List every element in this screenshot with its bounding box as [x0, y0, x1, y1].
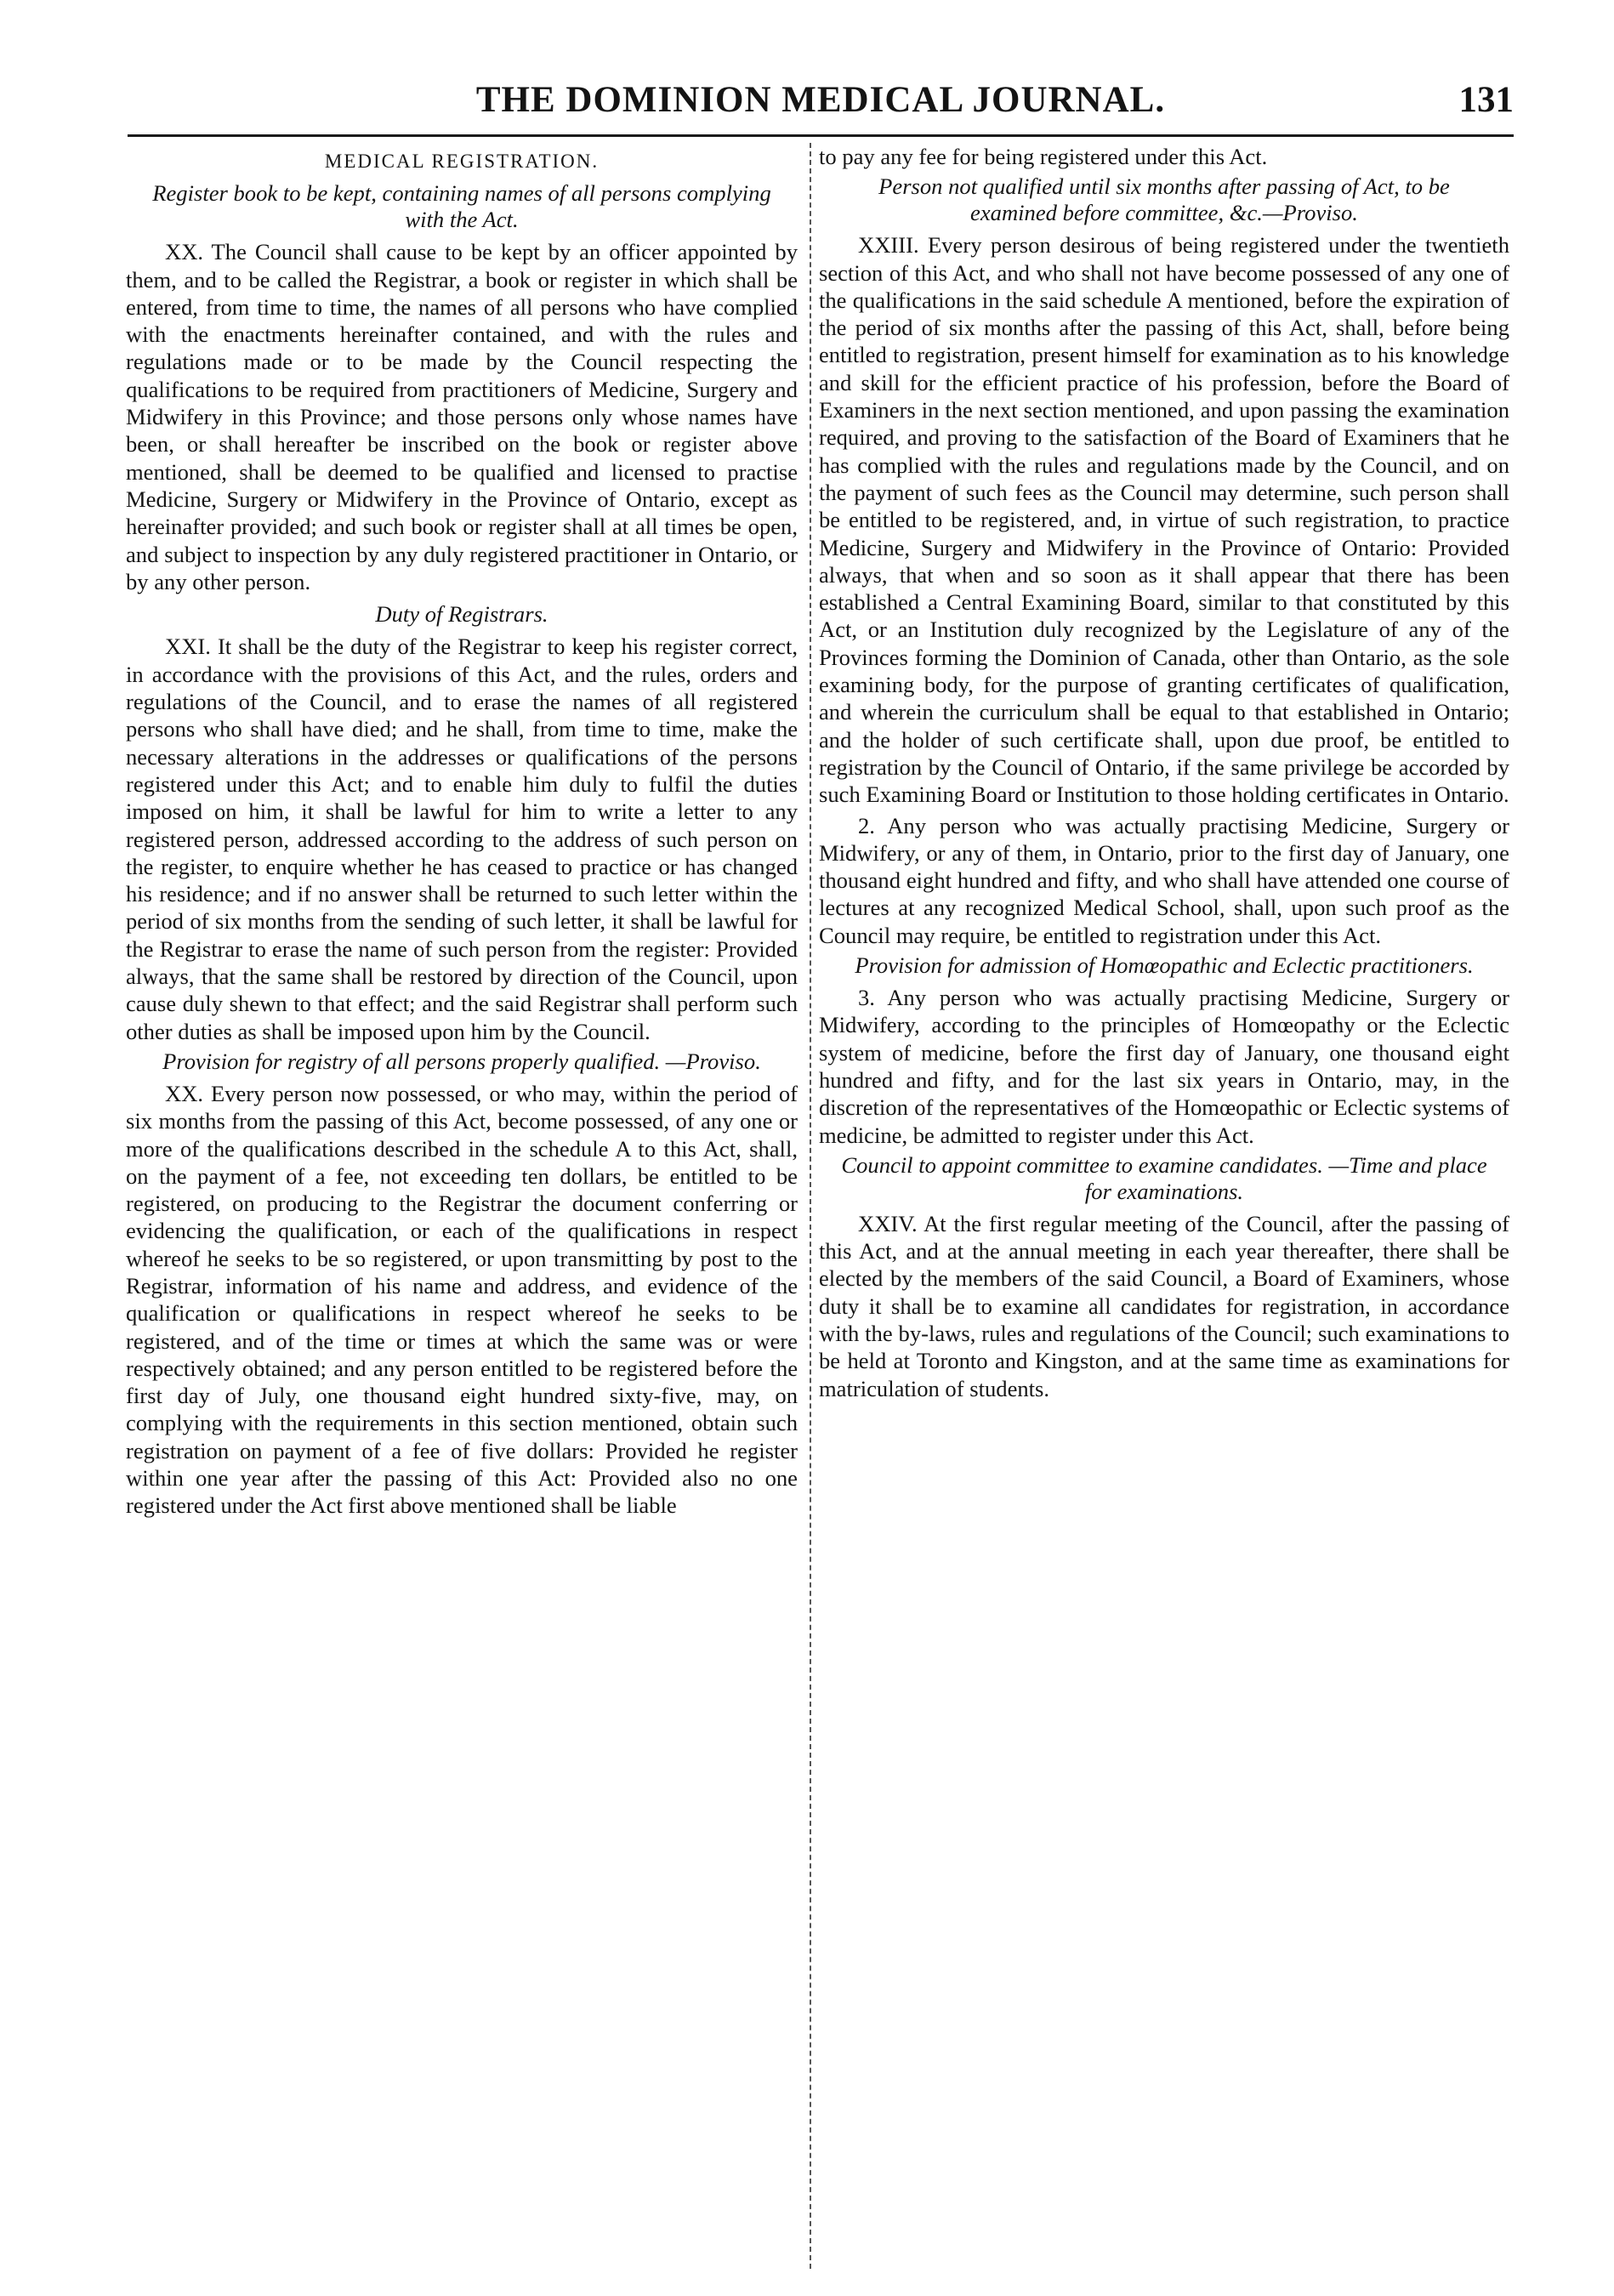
section-xxiv-paragraph: XXIV. At the first regular meeting of the Council, after the passing of this Act, and at the annual meeting in each year thereafter, there shall be elected by the members of the said Council, a Board of Examiners, whose duty it shall be to examine all candidates for registration, in accordance with the by-laws, rules and regulations of the Council; such examinations to be held at Toronto and Kingston, and at the same time as examinations for matriculation of students.	[819, 1210, 1509, 1401]
right-column	[819, 143, 1509, 2269]
left-column	[126, 143, 798, 2269]
page-header	[128, 78, 1514, 131]
section-xx-second-paragraph: XX. Every person now possessed, or who may, within the period of six months from the passing of this Act, become possessed, of any one or more of the qualifications described in the schedule A to this Act, shall, on the payment of a fee, not exceeding ten dollars, be entitled to be registered, on producing to the Registrar the document conferring or evidencing the qualification, or each of the qualifications in respect whereof he seeks to be so registered, or upon transmitting by post to the Registrar, information of his name and address, and evidence of the qualification or qualifications in respect whereof he seeks to be registered, and of the time or times at which the same was or were respectively obtained; and any person entitled to be registered before the first day of July, one thousand eight hundred sixty-five, may, on complying with the requirements in this section mentioned, obtain such registration on payment of a fee of five dollars: Provided he register within one year after the passing of this Act: Provided also no one registered under the Act first above mentioned shall be liable	[126, 1080, 798, 1519]
subsection-2-paragraph: 2. Any person who was actually practising Medicine, Surgery or Midwifery, or any of them, in Ontario, prior to the first day of January, one thousand eight hundred and fifty, and who shall have attended one course of lectures at any recognized Medical School, shall, upon such proof as the Council may require, be entitled to registration under this Act.	[819, 812, 1509, 948]
marginal-note-register-book: Register book to be kept, containing names of all persons complying with the Act.	[152, 180, 771, 233]
running-title: THE DOMINION MEDICAL JOURNAL.	[475, 80, 1166, 120]
continued-text: to pay any fee for being registered under this Act.	[819, 144, 1268, 169]
section-xxiii-paragraph: XXIII. Every person desirous of being registered under the twentieth section of this Act, and who shall not have become possessed of any one of the qualifications in the said schedule A mentioned, before the expiration of the period of six months after the passing of this Act, shall, before being entitled to registration, present himself for examination as to his knowledge and skill for the efficient practice of his profession, before the Board of Examiners in the next section mentioned, and upon passing the examination required, and proving to the satisfaction of the Board of Examiners that he has complied with the rules and regulations made by the Council, and on the payment of such fees as the Council may determine, such person shall be entitled to be registered, and, in virtue of such registration, to practice Medicine, Surgery and Midwifery in the Province of Ontario: Provided always, that when and so soon as it shall appear that there has been established a Central Examining Board, similar to that constituted by this Act, or an Institution duly recognized by the Legislature of any of the Provinces forming the Dominion of Canada, other than Ontario, as the sole examining body, for the purpose of granting certificates of qualification, and wherein the curriculum shall be equal to that established in Ontario; and the holder of such certificate shall, upon due proof, be entitled to registration by the Council of Ontario, if the same privilege be accorded by such Examining Board or Institution to those holding certificates in Ontario.	[819, 232, 1509, 808]
column-divider	[810, 143, 811, 2269]
section-heading: MEDICAL REGISTRATION.	[324, 151, 600, 172]
marginal-note-council-committee: Council to appoint committee to examine candidates. —Time and place for examinations.	[841, 1151, 1487, 1204]
subsection-3-paragraph: 3. Any person who was actually practising Medicine, Surgery or Midwifery, according to the principles of Homœopathy or the Eclectic system of medicine, before the first day of January, one thousand eight hundred and fifty, and for the last six years in Ontario, may, in the discretion of the representatives of the Homœopathic or Eclectic systems of medicine, be admitted to register under this Act.	[819, 985, 1509, 1148]
marginal-note-homoeopathic: Provision for admission of Homœopathic and Eclectic practitioners.	[855, 952, 1474, 979]
section-xxi-paragraph: XXI. It shall be the duty of the Registrar to keep his register correct, in accordance with the provisions of this Act, and the rules, orders and regulations of the Council, and to erase the names of all registered persons who shall have died; and he shall, from time to time, make the necessary alterations in the addresses or qualifications of the persons registered under this Act; and to enable him duly to fulfil the duties imposed on him, it shall be lawful for him to write a letter to any registered person, addressed according to the address of such person on the register, to enquire whether he has ceased to practice or has changed his residence; and if no answer shall be returned to such letter within the period of six months from the sending of such letter, it shall be lawful for the Registrar to erase the name of such person from the register: Provided always, that the same shall be restored by direction of the Council, upon cause duly shewn to that effect; and the said Registrar shall perform such other duties as shall be imposed upon him by the Council.	[126, 634, 798, 1044]
marginal-note-provision-registry: Provision for registry of all persons properly qualified. —Proviso.	[162, 1048, 761, 1074]
header-rule	[128, 134, 1514, 137]
page-number: 131	[1458, 80, 1514, 120]
marginal-note-duty-of-registrars: Duty of Registrars.	[375, 601, 548, 628]
section-xx-paragraph: XX. The Council shall cause to be kept by an officer appointed by them, and to be called the Registrar, a book or register in which shall be entered, from time to time, the names of all persons who have complied with the enactments hereinafter contained, and with the rules and regulations made or to be made by the Council respecting the qualifications to be required from practitioners of Medicine, Surgery and Midwifery in this Province; and those persons only whose names have been, or shall hereafter be inscribed on the book or register above mentioned, shall be deemed to be qualified and licensed to practise Medicine, Surgery or Midwifery in the Province of Ontario, except as hereinafter provided; and such book or register shall at all times be open, and subject to inspection by any duly registered practitioner in Ontario, or by any other person.	[126, 239, 798, 594]
marginal-note-person-not-qualified: Person not qualified until six months after passing of Act, to be examined before committee, &c.—Proviso.	[878, 173, 1450, 226]
